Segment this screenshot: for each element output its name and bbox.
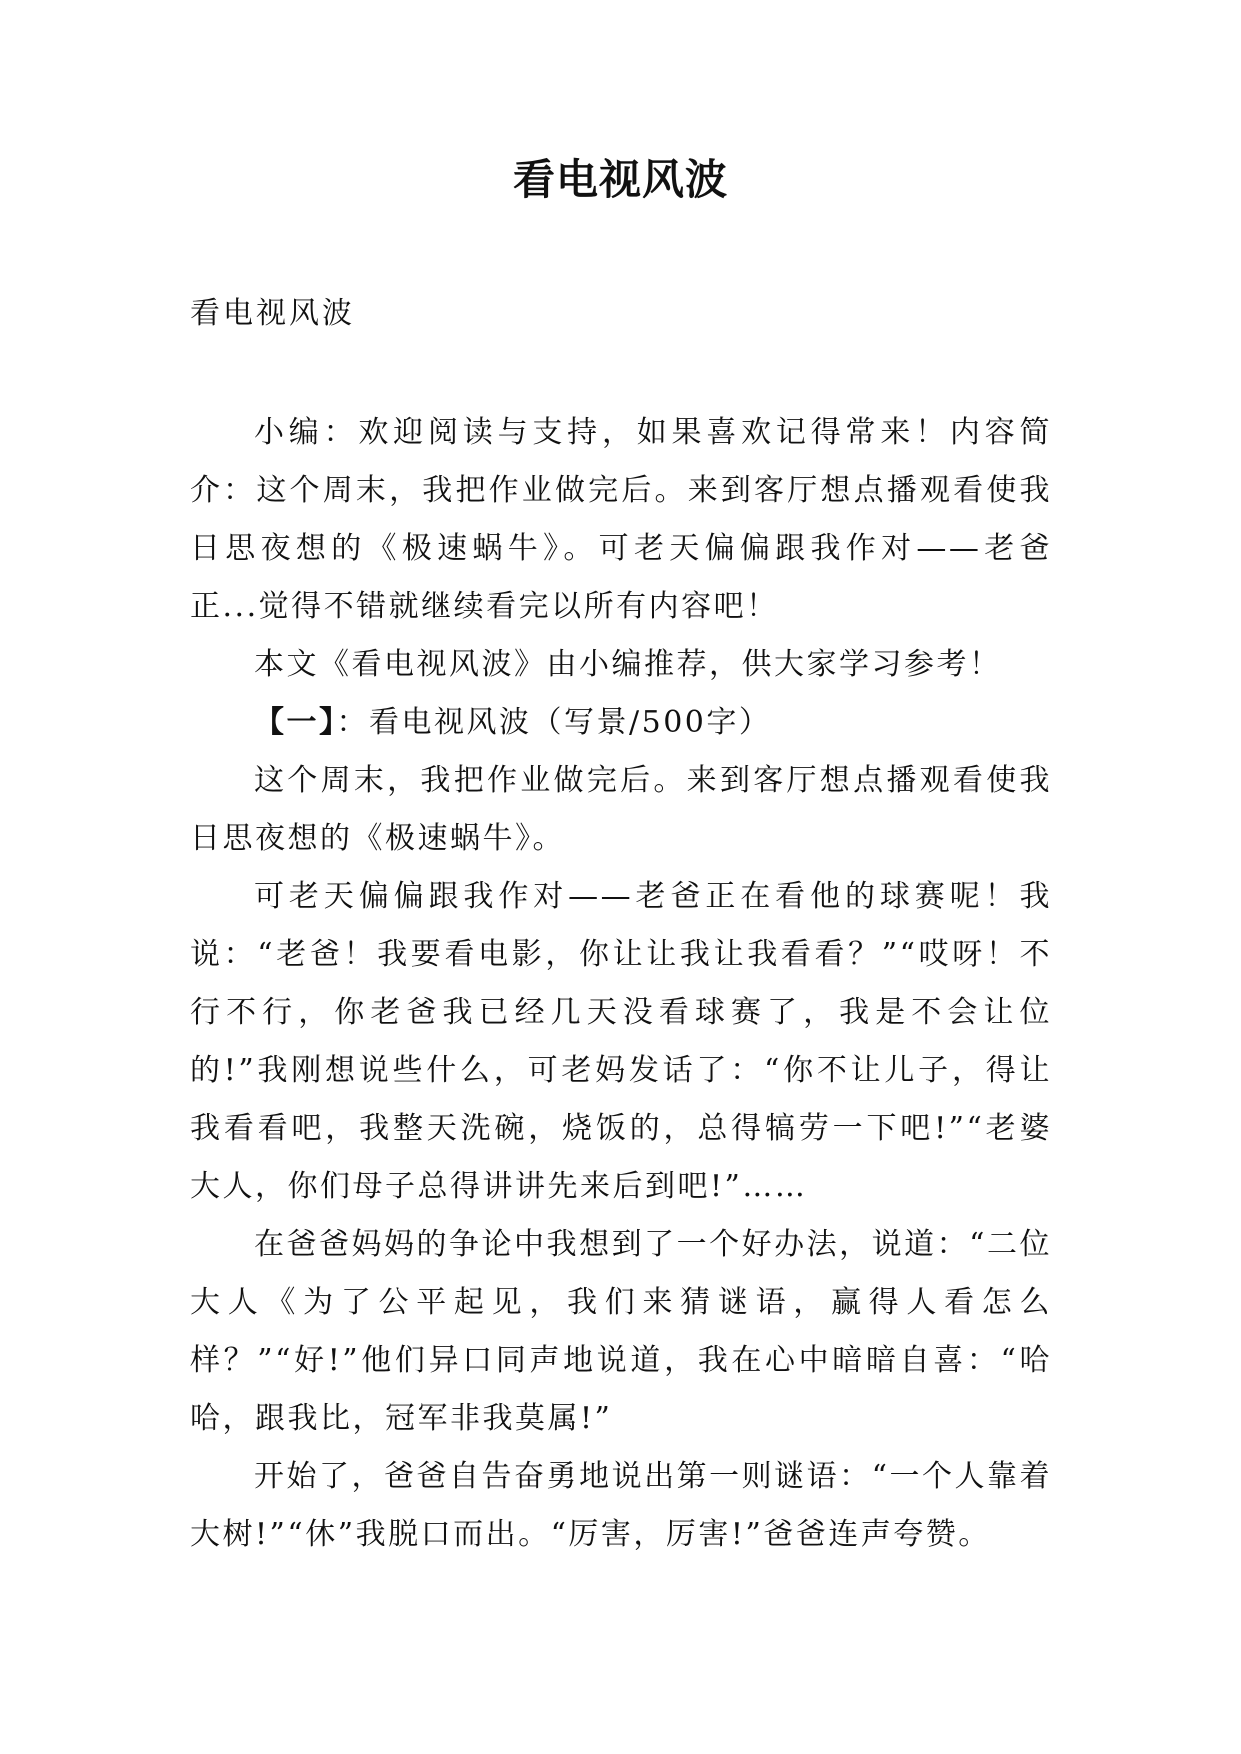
body-paragraph: 开始了，爸爸自告奋勇地说出第一则谜语：“一个人靠着大树!”“休”我脱口而出。“厉害，厉害!”爸爸连声夸赞。: [190, 1459, 1052, 1552]
body-paragraph: 可老天偏偏跟我作对——老爸正在看他的球赛呢！我说：“老爸！我要看电影，你让让我让我看看？”“哎呀！不行不行，你老爸我已经几天没看球赛了，我是不会让位的!”我刚想说些什么，可老妈发话了：“你不让儿子，得让我看看吧，我整天洗碗，烧饭的，总得犒劳一下吧!”“老婆大人，你们母子总得讲讲先来后到吧!”……: [190, 879, 1052, 1204]
document-body: [190, 404, 1052, 1564]
section-number: 【一】: [254, 705, 337, 740]
section-heading: [190, 694, 1052, 752]
section-heading-text: ：看电视风波（写景/500字）: [336, 705, 772, 740]
document-subtitle: 看电视风波: [190, 296, 355, 331]
page-title: 看电视风波: [512, 155, 728, 204]
body-paragraph: 在爸爸妈妈的争论中我想到了一个好办法，说道：“二位大人《为了公平起见，我们来猜谜语，赢得人看怎么样？”“好!”他们异口同声地说道，我在心中暗暗自喜：“哈哈，跟我比，冠军非我莫属!”: [190, 1227, 1052, 1436]
body-paragraph: 这个周末，我把作业做完后。来到客厅想点播观看使我日思夜想的《极速蜗牛》。: [190, 763, 1052, 856]
recommendation-paragraph: 本文《看电视风波》由小编推荐，供大家学习参考！: [254, 647, 1002, 682]
intro-paragraph: 小编：欢迎阅读与支持，如果喜欢记得常来！内容简介：这个周末，我把作业做完后。来到客厅想点播观看使我日思夜想的《极速蜗牛》。可老天偏偏跟我作对——老爸正...觉得不错就继续看完以所有内容吧！: [190, 415, 1052, 624]
